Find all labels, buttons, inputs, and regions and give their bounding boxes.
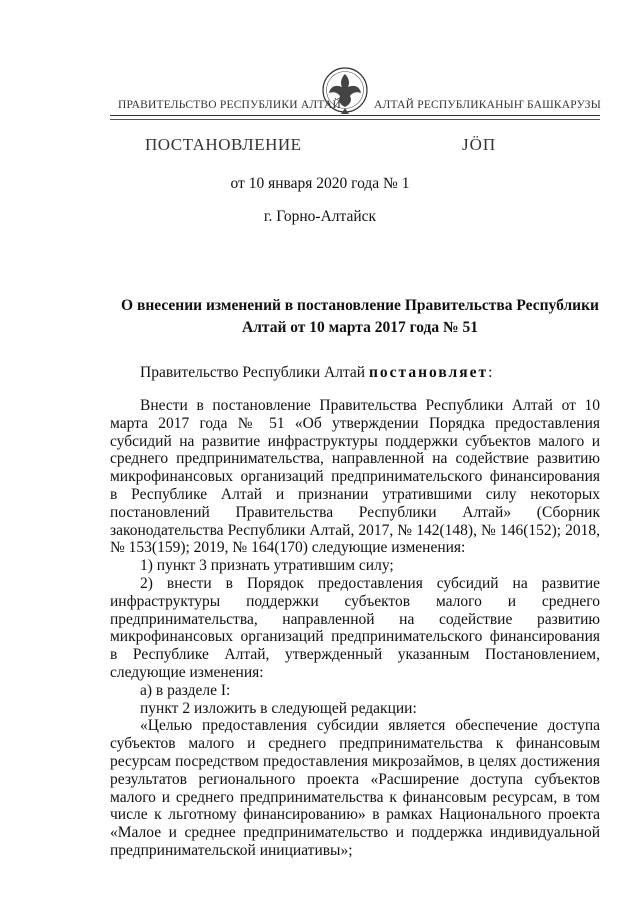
doc-type-altai: ЈӦП xyxy=(462,135,497,154)
body-paragraph: Внести в постановление Правительства Республики Алтай от 10 марта 2017 года № 51 «Об утверждении Порядка предоставления субсидий на развитие инфраструктуры поддержки субъектов малого и среднего предпринимательства, направленной на содействие развитию микрофинансовых организаций предпринимательского финансирования в Республике Алтай и признании утратившими силу некоторых постановлений Правительства Республики Алтай» (Сборник законодательства Республики Алтай, 2017, № 142(148), № 146(152); 2018, № 153(159); 2019, № 164(170) следующие изменения: xyxy=(110,397,600,557)
body-paragraph: а) в разделе I: xyxy=(140,681,231,699)
body-paragraph: «Целью предоставления субсидии является обеспечение доступа субъектов малого и среднего предпринимательства к финансовым ресурсам посредством предоставления микрозаймов, в целях достижения результатов регионального проекта «Расширение доступа субъектов малого и среднего предпринимательства к финансовым ресурсам, в том числе к льготному финансированию» в рамках Национального проекта «Малое и среднее предпринимательство и поддержка индивидуальной предпринимательской инициативы»; xyxy=(110,717,600,859)
body-paragraph: 2) внести в Порядок предоставления субсидий на развитие инфраструктуры поддержки субъектов малого и среднего предпринимательства, направленной на содействие развитию микрофинансовых организаций предпринимательского финансирования в Республике Алтай, утвержденный указанным Постановлением, следующие изменения: xyxy=(110,574,600,681)
document-title xyxy=(110,295,610,339)
org-name-altai: АЛТАЙ РЕСПУБЛИКАНЫҤ БАШКАРУЗЫ xyxy=(374,99,601,111)
body-paragraph: пункт 2 изложить в следующей редакции: xyxy=(140,699,417,717)
document-city: г. Горно-Алтайск xyxy=(263,208,377,225)
preamble-text: Правительство Республики Алтай xyxy=(140,364,369,381)
org-name-russian: ПРАВИТЕЛЬСТВО РЕСПУБЛИКИ АЛТАЙ xyxy=(118,99,342,111)
title-line: Алтай от 10 марта 2017 года № 51 xyxy=(242,319,478,336)
title-line: О внесении изменений в постановление Правительства Республики xyxy=(121,297,599,314)
preamble-suffix: : xyxy=(488,364,493,381)
document-body xyxy=(110,397,600,860)
doc-type-russian: ПОСТАНОВЛЕНИЕ xyxy=(145,135,302,154)
body-paragraph: 1) пункт 3 признать утратившим силу; xyxy=(140,557,394,575)
preamble xyxy=(140,364,492,382)
header-rule-top xyxy=(110,115,600,116)
document-date: от 10 января 2020 года № 1 xyxy=(230,175,410,192)
header-rule-bottom xyxy=(110,119,600,120)
preamble-verb: постановляет xyxy=(368,364,489,381)
